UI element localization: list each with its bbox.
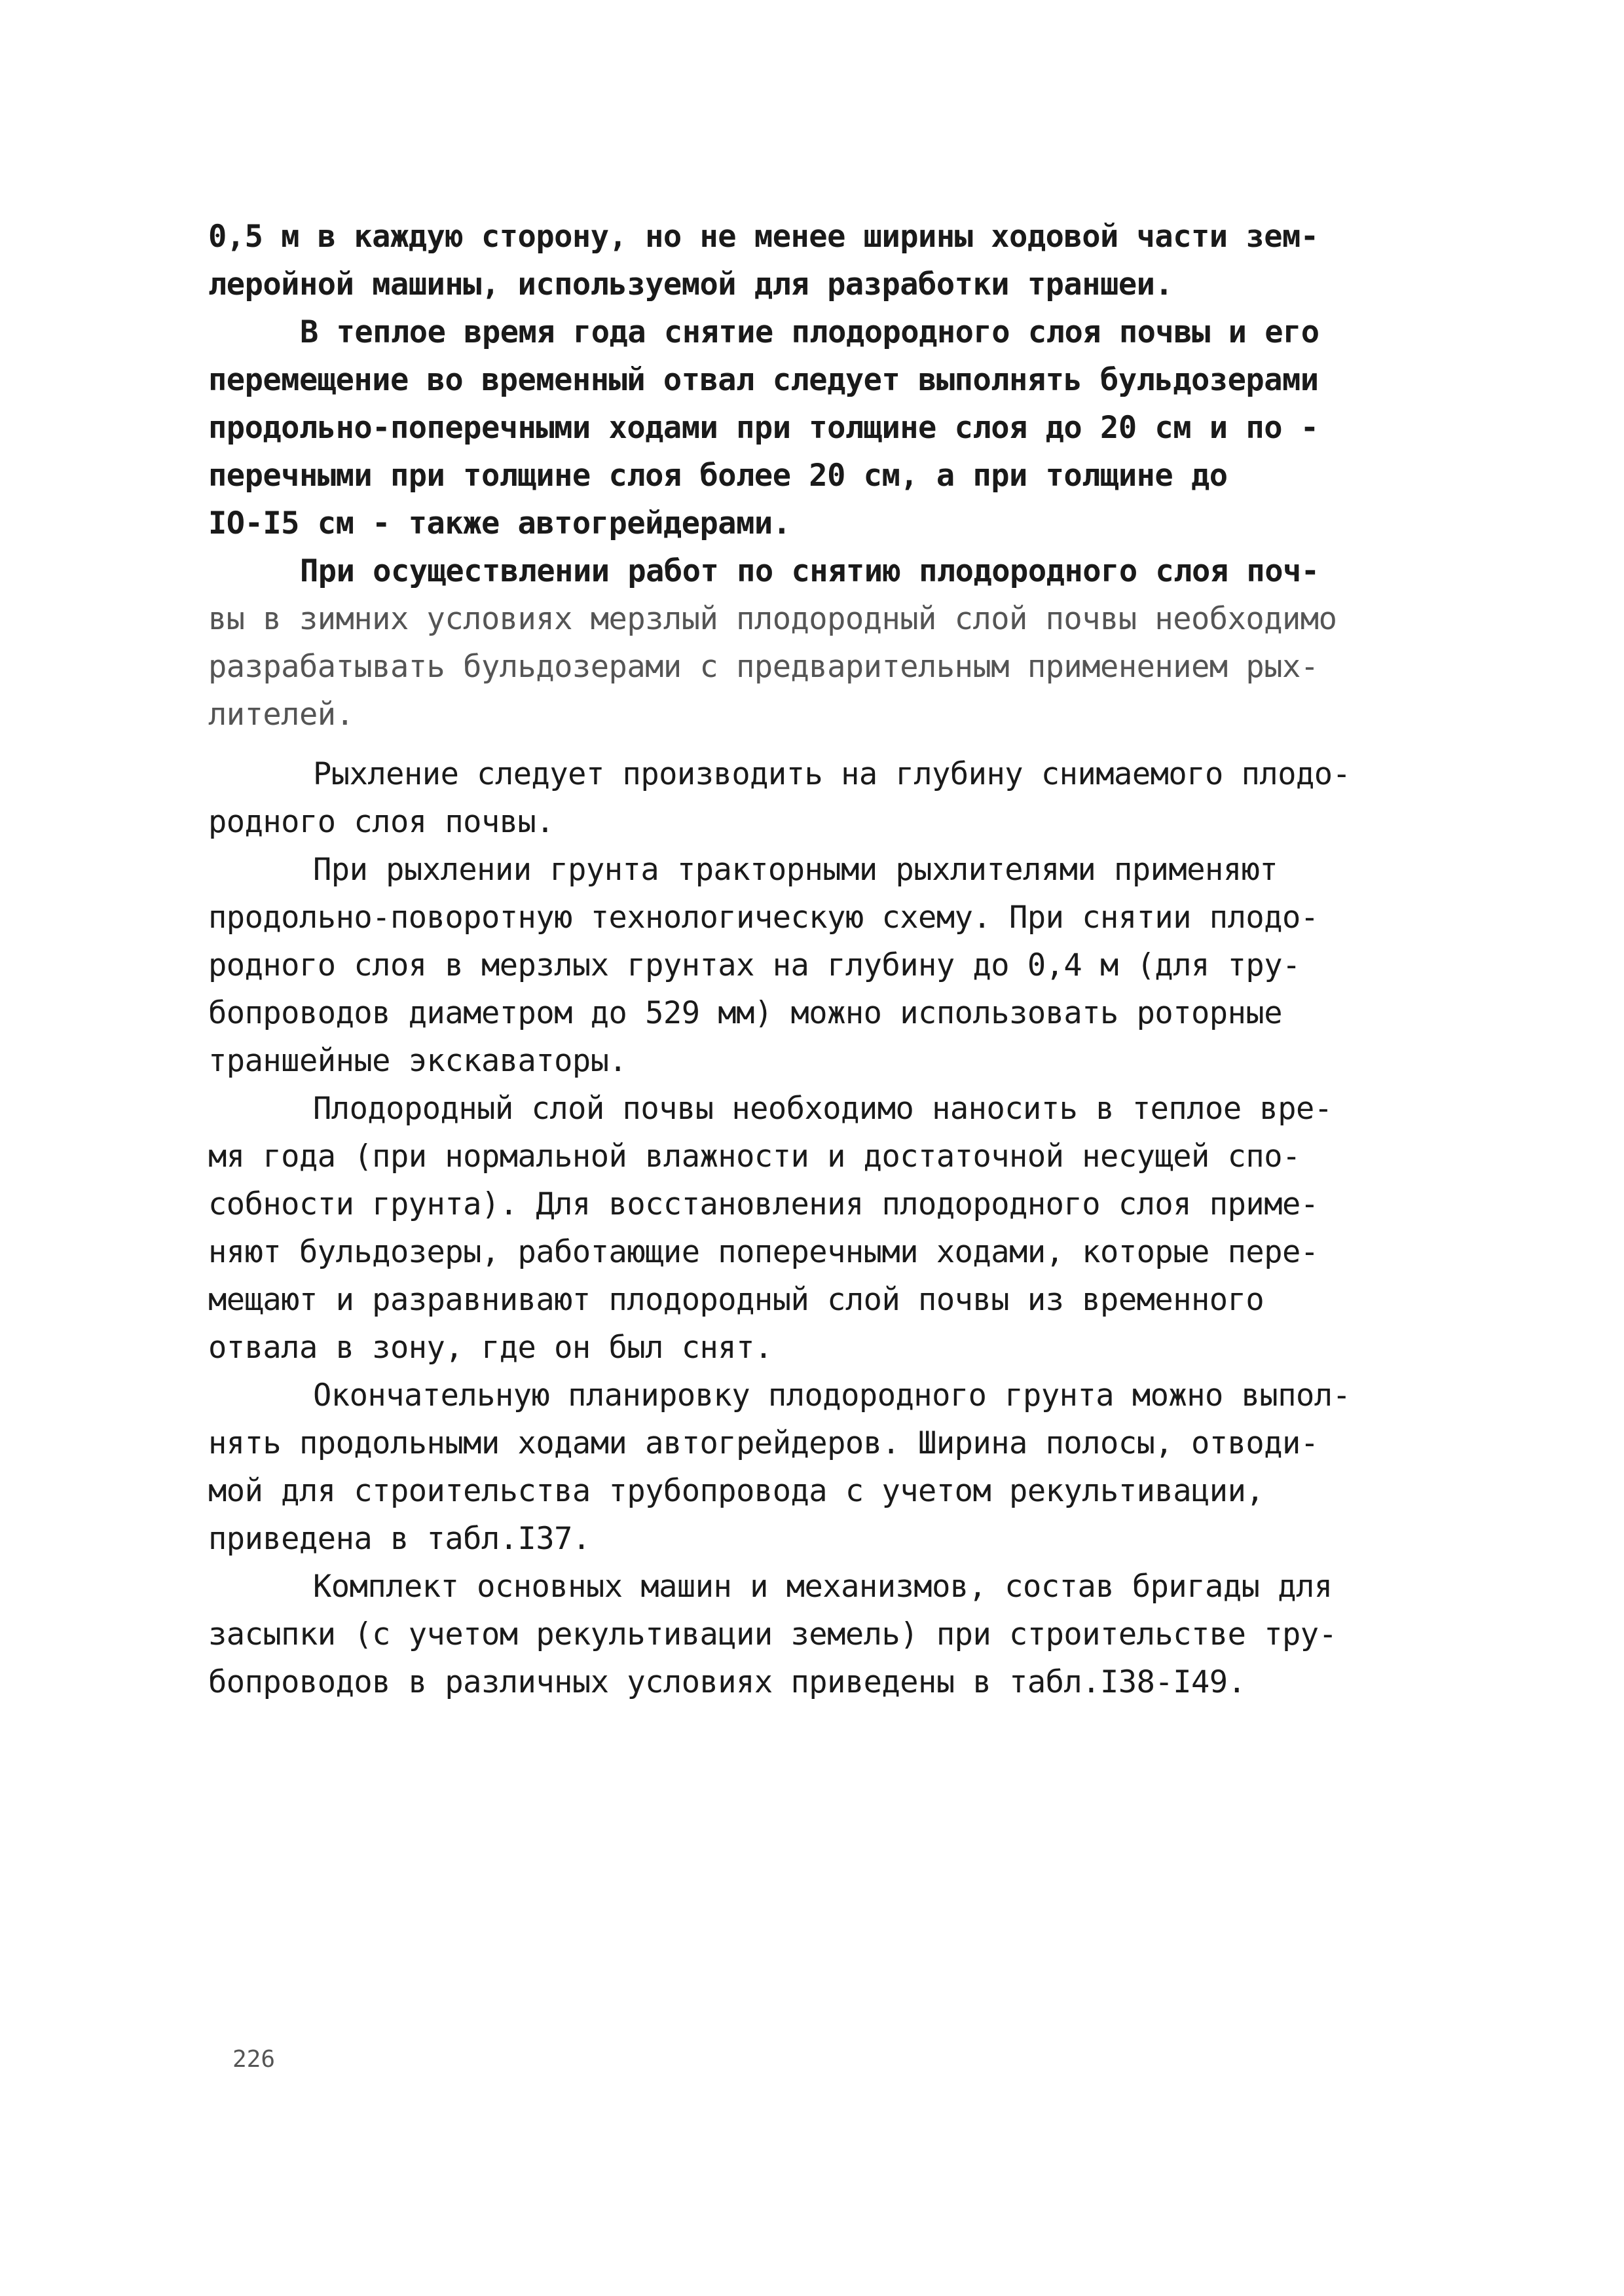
text-line: продольно-поперечными ходами при толщине слоя до 20 см и по -	[208, 410, 1319, 446]
text-line: IO-I5 см - также автогрейдерами.	[208, 505, 791, 541]
text-line: Комплект основных машин и механизмов, состав бригады для	[313, 1569, 1333, 1605]
text-line: мещают и разравнивают плодородный слой почвы из временного	[208, 1282, 1264, 1318]
text-line: леройной машины, используемой для разработки траншеи.	[208, 266, 1173, 302]
text-line: Плодородный слой почвы необходимо наносить в теплое вре-	[313, 1091, 1333, 1127]
text-line: перечными при толщине слоя более 20 см, а при толщине до	[208, 458, 1228, 494]
text-line: отвала в зону, где он был снят.	[208, 1330, 773, 1366]
text-line: засыпки (с учетом рекультивации земель) при строительстве тру-	[208, 1616, 1337, 1652]
page-number: 226	[232, 2046, 276, 2073]
text-line: В теплое время года снятие плодородного слоя почвы и его	[300, 314, 1320, 350]
paragraph-spacer	[208, 738, 1439, 750]
text-line: родного слоя в мерзлых грунтах на глубину до 0,4 м (для тру-	[208, 947, 1301, 983]
text-line: няют бульдозеры, работающие поперечными ходами, которые пере-	[208, 1234, 1319, 1270]
text-line: продольно-поворотную технологическую схему. При снятии плодо-	[208, 900, 1319, 936]
paragraph-8	[208, 1563, 1439, 1706]
text-line: 0,5 м в каждую сторону, но не менее ширины ходовой части зем-	[208, 219, 1319, 255]
paragraph-3	[208, 547, 1439, 738]
text-line: Рыхление следует производить на глубину снимаемого плодо-	[313, 756, 1351, 792]
text-line: лителей.	[208, 697, 354, 733]
text-line: траншейные экскаваторы.	[208, 1043, 627, 1079]
paragraph-2	[208, 308, 1439, 547]
text-line: вы в зимних условиях мерзлый плодородный слой почвы необходимо	[208, 601, 1337, 637]
text-line: При рыхлении грунта тракторными рыхлителями применяют	[313, 852, 1278, 888]
text-line: мя года (при нормальной влажности и достаточной несущей спо-	[208, 1139, 1301, 1175]
text-line: При осуществлении работ по снятию плодородного слоя поч-	[300, 553, 1320, 589]
text-line: бопроводов диаметром до 529 мм) можно использовать роторные	[208, 995, 1282, 1031]
text-line: разрабатывать бульдозерами с предварительным применением рых-	[208, 649, 1319, 685]
text-line: приведена в табл.I37.	[208, 1521, 591, 1557]
paragraph-6	[208, 1085, 1439, 1372]
paragraph-5	[208, 846, 1439, 1085]
paragraph-1	[208, 213, 1439, 308]
text-line: родного слоя почвы.	[208, 804, 555, 840]
paragraph-7	[208, 1372, 1439, 1563]
text-line: перемещение во временный отвал следует выполнять бульдозерами	[208, 362, 1319, 398]
text-line: бопроводов в различных условиях приведены в табл.I38-I49.	[208, 1664, 1246, 1700]
body-text	[208, 213, 1439, 1706]
paragraph-4	[208, 750, 1439, 846]
text-line: мой для строительства трубопровода с учетом рекультивации,	[208, 1473, 1264, 1509]
text-line: собности грунта). Для восстановления плодородного слоя приме-	[208, 1186, 1319, 1222]
text-line: Окончательную планировку плодородного грунта можно выпол-	[313, 1377, 1351, 1413]
text-line: нять продольными ходами автогрейдеров. Ширина полосы, отводи-	[208, 1425, 1319, 1461]
